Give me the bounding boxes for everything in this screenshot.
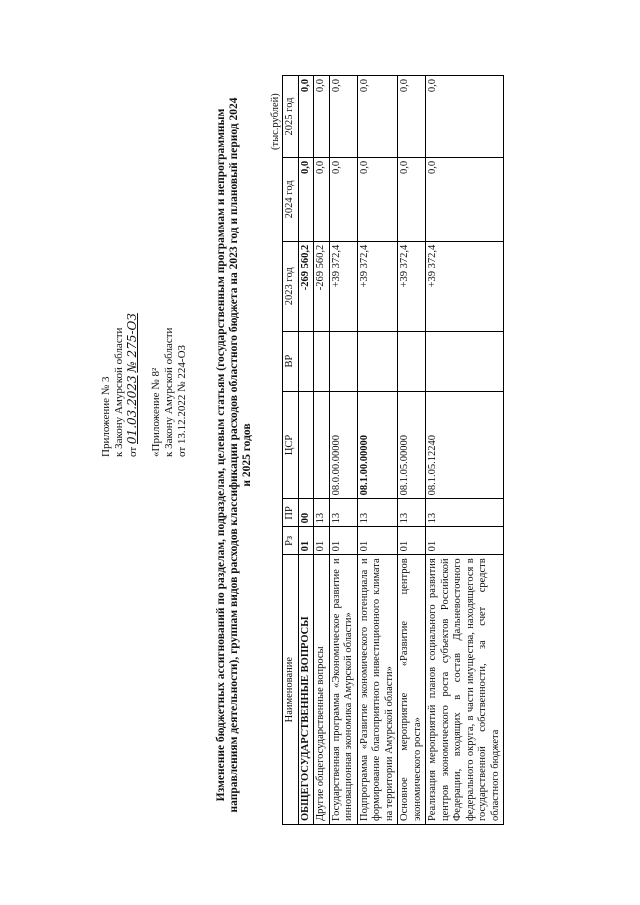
row-vr xyxy=(426,331,504,391)
row-csr: 08.0.00.00000 xyxy=(329,391,357,499)
amended-law-ref: к Закону Амурской области xyxy=(163,327,175,457)
row-2025: 0,0 xyxy=(426,76,504,158)
table-row xyxy=(426,76,504,825)
document-title: Изменение бюджетных ассигнований по разделам, подразделам, целевым статьям (государственным программам и непрограммным направлениям деятельности), группам видов расходов классификации расходов областного бюджета на 2023 год и плановый период 2024 и 2025 годов xyxy=(215,97,253,813)
row-csr xyxy=(298,391,314,499)
appendix-number: Приложение № 3 xyxy=(100,376,112,457)
table-row xyxy=(314,76,330,825)
appendix-law-ref: к Закону Амурской области xyxy=(113,327,125,457)
row-pr: 13 xyxy=(329,499,357,527)
row-name: Другие общегосударственные вопросы xyxy=(314,555,330,825)
row-2023: -269 560,2 xyxy=(298,241,314,331)
appendix-header xyxy=(100,313,140,457)
row-vr xyxy=(314,331,330,391)
table-row xyxy=(398,76,426,825)
row-2025: 0,0 xyxy=(314,76,330,158)
row-2024: 0,0 xyxy=(357,157,398,241)
units-label: (тыс.рублей) xyxy=(270,93,281,150)
row-2024: 0,0 xyxy=(329,157,357,241)
appendix-date-prefix: от xyxy=(127,446,139,457)
table-row xyxy=(329,76,357,825)
row-2023: +39 372,4 xyxy=(357,241,398,331)
row-vr xyxy=(398,331,426,391)
row-2025: 0,0 xyxy=(398,76,426,158)
header-2025: 2025 год xyxy=(283,76,299,158)
row-csr: 08.1.00.00000 xyxy=(357,391,398,499)
header-rz: Рз xyxy=(283,527,299,555)
row-vr xyxy=(329,331,357,391)
row-name: Подпрограмма «Развитие экономического потенциала и формирование благоприятного инвестиционного климата на территории Амурской области» xyxy=(357,555,398,825)
budget-table xyxy=(282,75,504,825)
amended-appendix-header xyxy=(150,328,189,457)
row-2024: 0,0 xyxy=(298,157,314,241)
row-2024: 0,0 xyxy=(426,157,504,241)
row-2023: +39 372,4 xyxy=(426,241,504,331)
row-rz: 01 xyxy=(329,527,357,555)
row-vr xyxy=(298,331,314,391)
row-rz: 01 xyxy=(298,527,314,555)
amended-appendix-number: «Приложение № 8² xyxy=(150,367,162,457)
row-rz: 01 xyxy=(398,527,426,555)
row-name: Основное мероприятие «Развитие центров экономического роста» xyxy=(398,555,426,825)
row-csr: 08.1.05.12240 xyxy=(426,391,504,499)
row-csr xyxy=(314,391,330,499)
appendix-date: 01.03.2023 xyxy=(125,375,139,445)
row-pr: 13 xyxy=(314,499,330,527)
row-pr: 13 xyxy=(426,499,504,527)
appendix-law-number: № 275-ОЗ xyxy=(125,313,139,373)
row-pr: 13 xyxy=(398,499,426,527)
row-2023: -269 560,2 xyxy=(314,241,330,331)
row-rz: 01 xyxy=(314,527,330,555)
row-name: Реализация мероприятий планов социального развития центров экономического роста субъектов Российской Федерации, входящих в состав Дальневосточного федерального округа, в части имущества, находящегося в государственной собственности, за счет средств областного бюджета xyxy=(426,555,504,825)
appendix-date-line xyxy=(126,313,140,457)
row-2025: 0,0 xyxy=(329,76,357,158)
row-name: ОБЩЕГОСУДАРСТВЕННЫЕ ВОПРОСЫ xyxy=(298,555,314,825)
row-pr: 13 xyxy=(357,499,398,527)
table-row xyxy=(357,76,398,825)
row-csr: 08.1.05.00000 xyxy=(398,391,426,499)
row-2024: 0,0 xyxy=(398,157,426,241)
header-pr: ПР xyxy=(283,499,299,527)
header-2024: 2024 год xyxy=(283,157,299,241)
row-2023: +39 372,4 xyxy=(329,241,357,331)
row-2023: +39 372,4 xyxy=(398,241,426,331)
row-pr: 00 xyxy=(298,499,314,527)
header-csr: ЦСР xyxy=(283,391,299,499)
table-row xyxy=(298,76,314,825)
row-rz: 01 xyxy=(426,527,504,555)
header-2023: 2023 год xyxy=(283,241,299,331)
header-vr: ВР xyxy=(283,331,299,391)
table-header-row xyxy=(283,76,299,825)
row-2025: 0,0 xyxy=(298,76,314,158)
row-2024: 0,0 xyxy=(314,157,330,241)
row-rz: 01 xyxy=(357,527,398,555)
row-vr xyxy=(357,331,398,391)
header-name: Наименование xyxy=(283,555,299,825)
row-2025: 0,0 xyxy=(357,76,398,158)
amended-law-date: от 13.12.2022 № 224-ОЗ xyxy=(176,344,188,457)
row-name: Государственная программа «Экономическое развитие и инновационная экономика Амурской области» xyxy=(329,555,357,825)
